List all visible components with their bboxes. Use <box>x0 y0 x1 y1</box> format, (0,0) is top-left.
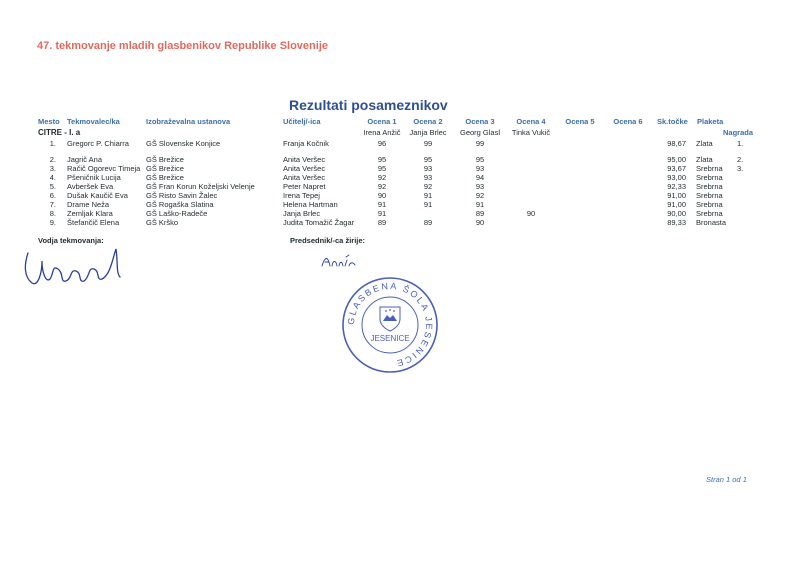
row-rank: 6. <box>49 191 56 200</box>
row-plaque: Srebrna <box>696 191 723 200</box>
row-rank: 7. <box>49 200 56 209</box>
table-row <box>0 191 800 200</box>
col-institution: Izobraževalna ustanova <box>146 117 231 126</box>
col-rank: Mesto <box>38 117 60 126</box>
page-number: Stran 1 od 1 <box>706 475 747 484</box>
row-score3: 92 <box>475 191 485 200</box>
row-contestant: Gregorc P. Chiarra <box>67 139 129 148</box>
row-institution: GŠ Fran Korun Koželjski Velenje <box>146 182 255 191</box>
row-rank: 9. <box>49 218 56 227</box>
row-plaque: Srebrna <box>696 209 723 218</box>
row-institution: GŠ Krško <box>146 218 179 227</box>
row-total: 90,00 <box>667 209 686 218</box>
row-award: 3. <box>737 164 744 173</box>
row-teacher: Helena Hartman <box>283 200 338 209</box>
row-score1: 91 <box>377 209 387 218</box>
row-total: 92,33 <box>667 182 686 191</box>
row-institution: GŠ Brežice <box>146 173 184 182</box>
row-plaque: Srebrna <box>696 173 723 182</box>
row-score1: 90 <box>377 191 387 200</box>
row-score1: 91 <box>377 200 387 209</box>
row-institution: GŠ Brežice <box>146 155 184 164</box>
row-plaque: Srebrna <box>696 182 723 191</box>
row-total: 93,00 <box>667 173 686 182</box>
judge-1: Irena Anžič <box>363 128 401 137</box>
col-score6: Ocena 6 <box>613 117 643 126</box>
col-award: Nagrada <box>723 128 754 137</box>
row-contestant: Avberšek Eva <box>67 182 114 191</box>
col-score4: Ocena 4 <box>516 117 546 126</box>
row-award: 2. <box>737 155 744 164</box>
row-teacher: Anita Veršec <box>283 173 326 182</box>
table-row <box>0 173 800 182</box>
col-score2: Ocena 2 <box>413 117 443 126</box>
col-score3: Ocena 3 <box>465 117 495 126</box>
row-rank: 3. <box>49 164 56 173</box>
row-score1: 95 <box>377 164 387 173</box>
col-total: Sk.točke <box>657 117 688 126</box>
row-contestant: Jagrič Ana <box>67 155 103 164</box>
row-plaque: Zlata <box>696 155 713 164</box>
stamp-center-text: JESENICE <box>370 334 410 343</box>
jury-president-label: Predsednik/-ca žirije: <box>290 236 366 245</box>
judge-3: Georg Glasl <box>459 128 501 137</box>
row-institution: GŠ Slovenske Konjice <box>146 139 221 148</box>
row-score1: 95 <box>377 155 387 164</box>
competition-heading: 47. tekmovanje mladih glasbenikov Republike Slovenije <box>37 40 328 52</box>
row-score1: 92 <box>377 173 387 182</box>
col-score5: Ocena 5 <box>565 117 595 126</box>
row-contestant: Štefančič Elena <box>67 218 120 227</box>
row-teacher: Irena Tepej <box>283 191 320 200</box>
row-score3: 99 <box>475 139 485 148</box>
category-label: CITRE - I. a <box>38 128 81 137</box>
row-rank: 1. <box>49 139 56 148</box>
row-teacher: Peter Napret <box>283 182 326 191</box>
row-score4: 90 <box>526 209 536 218</box>
row-rank: 8. <box>49 209 56 218</box>
row-teacher: Franja Kočnik <box>283 139 329 148</box>
col-teacher: Učitelj/-ica <box>283 117 321 126</box>
row-teacher: Judita Tomažič Žagar <box>283 218 355 227</box>
row-contestant: Drame Neža <box>67 200 110 209</box>
table-row <box>0 155 800 164</box>
row-institution: GŠ Brežice <box>146 164 184 173</box>
row-rank: 5. <box>49 182 56 191</box>
row-score2: 93 <box>423 164 433 173</box>
row-total: 93,67 <box>667 164 686 173</box>
row-total: 91,00 <box>667 191 686 200</box>
row-score2: 91 <box>423 200 433 209</box>
row-score3: 90 <box>475 218 485 227</box>
row-total: 89,33 <box>667 218 686 227</box>
row-score2: 89 <box>423 218 433 227</box>
row-rank: 2. <box>49 155 56 164</box>
judge-2: Janja Brlec <box>409 128 447 137</box>
table-row <box>0 218 800 227</box>
table-row <box>0 209 800 218</box>
col-plaque: Plaketa <box>697 117 724 126</box>
row-institution: GŠ Risto Savin Žalec <box>146 191 218 200</box>
row-plaque: Srebrna <box>696 200 723 209</box>
row-score2: 92 <box>423 182 433 191</box>
col-score1: Ocena 1 <box>367 117 397 126</box>
row-score2: 91 <box>423 191 433 200</box>
row-rank: 4. <box>49 173 56 182</box>
row-score2: 95 <box>423 155 433 164</box>
row-score2: 99 <box>423 139 433 148</box>
row-contestant: Dušak Kaučič Eva <box>67 191 128 200</box>
row-contestant: Zemljak Klara <box>67 209 113 218</box>
stamp-ring-text: GLASBENA ŠOLA JESENICE <box>345 280 435 369</box>
table-row <box>0 200 800 209</box>
row-plaque: Srebrna <box>696 164 723 173</box>
row-award: 1. <box>737 139 744 148</box>
row-plaque: Bronasta <box>696 218 727 227</box>
col-contestant: Tekmovalec/ka <box>67 117 120 126</box>
row-score1: 96 <box>377 139 387 148</box>
row-institution: GŠ Laško-Radeče <box>146 209 208 218</box>
row-score3: 95 <box>475 155 485 164</box>
row-teacher: Anita Veršec <box>283 155 326 164</box>
judge-4: Tinka Vukič <box>511 128 551 137</box>
leader-signature <box>20 243 140 291</box>
school-stamp <box>340 275 440 375</box>
president-signature <box>320 252 360 270</box>
table-row <box>0 139 800 148</box>
row-score3: 94 <box>475 173 485 182</box>
table-row <box>0 164 800 173</box>
row-total: 95,00 <box>667 155 686 164</box>
row-score2: 93 <box>423 173 433 182</box>
page-title: Rezultati posameznikov <box>289 97 448 113</box>
row-score3: 89 <box>475 209 485 218</box>
row-score3: 93 <box>475 182 485 191</box>
row-score1: 89 <box>377 218 387 227</box>
row-score3: 91 <box>475 200 485 209</box>
row-score1: 92 <box>377 182 387 191</box>
row-total: 91,00 <box>667 200 686 209</box>
row-score3: 93 <box>475 164 485 173</box>
row-institution: GŠ Rogaška Slatina <box>146 200 214 209</box>
row-contestant: Račič Ogorevc Timeja <box>67 164 141 173</box>
row-teacher: Anita Veršec <box>283 164 326 173</box>
row-total: 98,67 <box>667 139 686 148</box>
row-plaque: Zlata <box>696 139 713 148</box>
competition-leader-label: Vodja tekmovanja: <box>38 236 104 245</box>
svg-text:GLASBENA ŠOLA JESENICE <box>346 281 434 369</box>
row-teacher: Janja Brlec <box>283 209 321 218</box>
row-contestant: Pšeničnik Lucija <box>67 173 121 182</box>
table-row <box>0 182 800 191</box>
